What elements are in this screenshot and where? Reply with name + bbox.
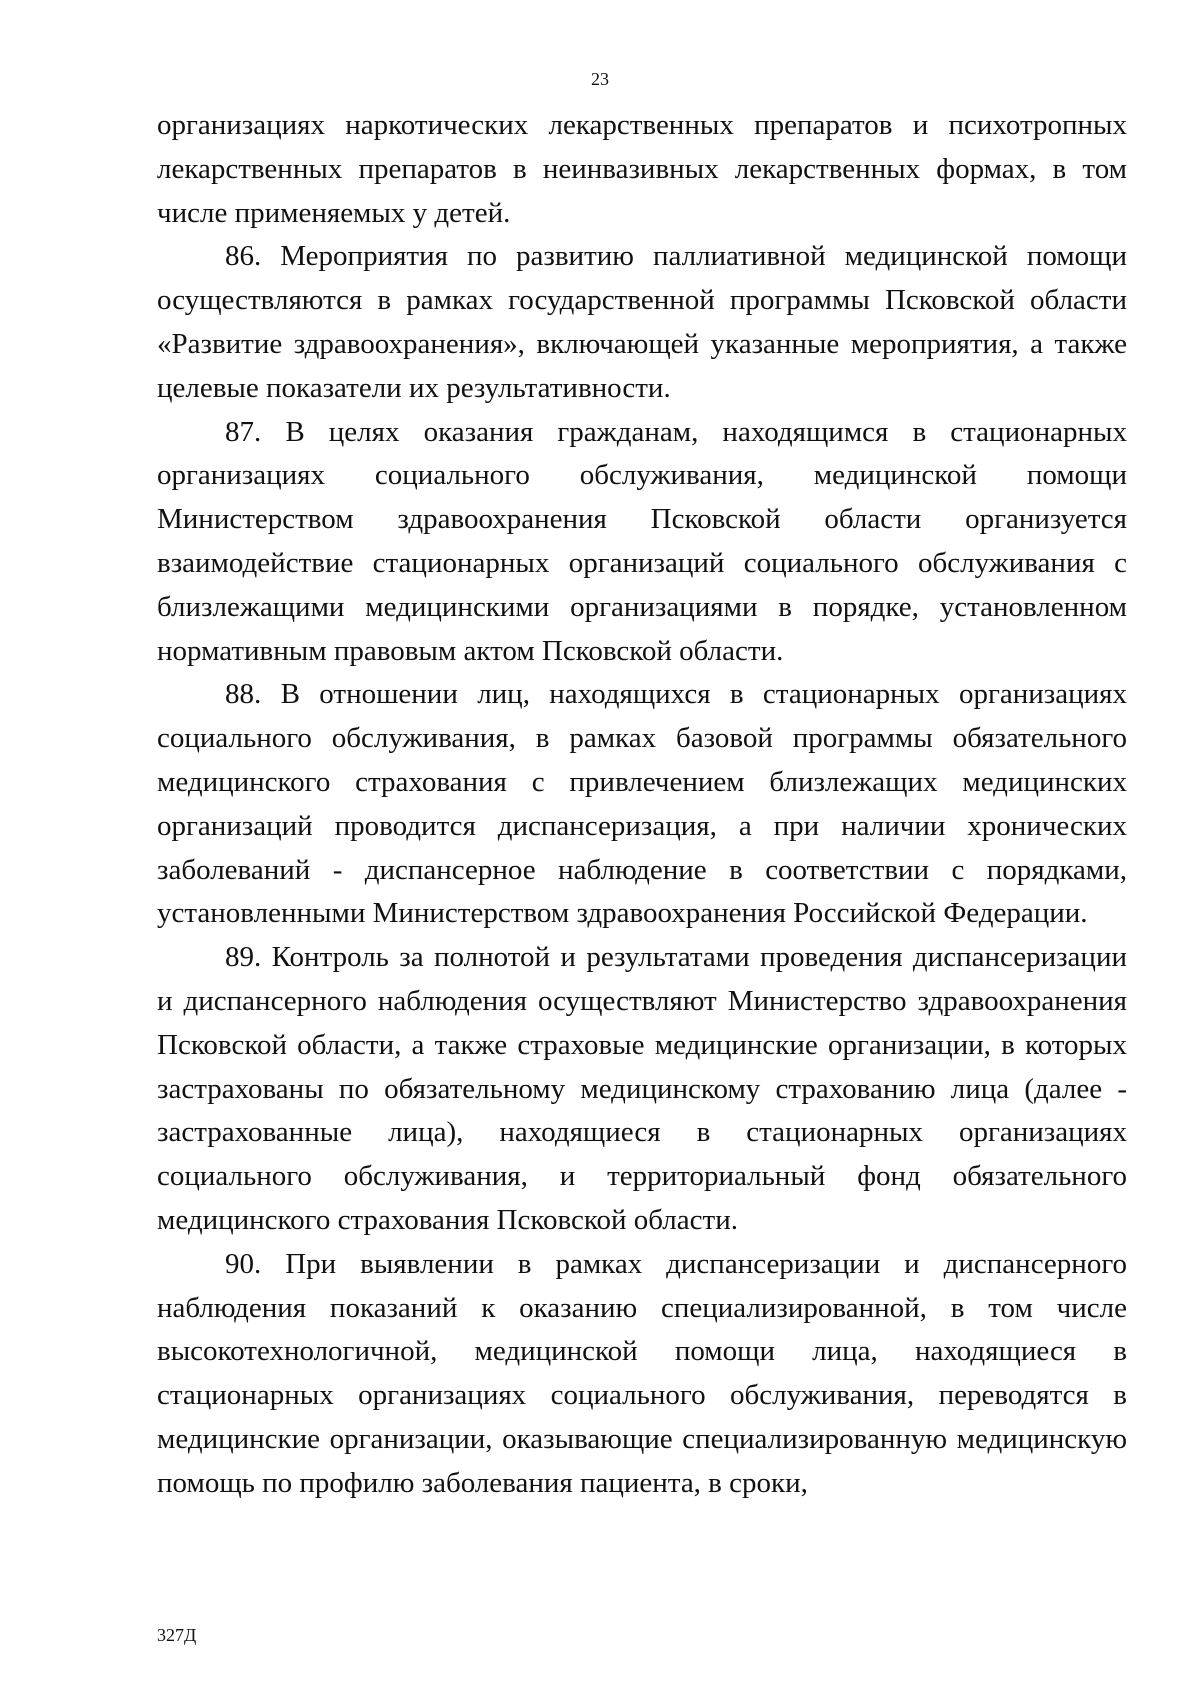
document-body [157, 104, 1127, 1506]
paragraph-87: 87. В целях оказания гражданам, находящимся в стационарных организациях социального обслуживания, медицинской помощи Министерством здравоохранения Псковской области организуется взаимодействие стационарных организаций социального обслуживания с близлежащими медицинскими организациями в порядке, установленном нормативным правовым актом Псковской области. [157, 415, 1127, 667]
page-number: 23 [591, 69, 609, 89]
paragraph-89: 89. Контроль за полнотой и результатами проведения диспансеризации и диспансерного наблюдения осуществляют Министерство здравоохранения Псковской области, а также страховые медицинские организации, в которых застрахованы по обязательному медицинскому страхованию лица (далее - застрахованные лица), находящиеся в стационарных организациях социального обслуживания, и территориальный фонд обязательного медицинского страхования Псковской области. [157, 941, 1127, 1236]
paragraph-86: 86. Мероприятия по развитию паллиативной медицинской помощи осуществляются в рамках государственной программы Псковской области «Развитие здравоохранения», включающей указанные мероприятия, а также целевые показатели их результативности. [157, 240, 1127, 404]
paragraph-continuation: организациях наркотических лекарственных препаратов и психотропных лекарственных препаратов в неинвазивных лекарственных формах, в том числе применяемых у детей. [157, 109, 1127, 229]
paragraph-88: 88. В отношении лиц, находящихся в стационарных организациях социального обслуживания, в рамках базовой программы обязательного медицинского страхования с привлечением близлежащих медицинских организаций проводится диспансеризация, а при наличии хронических заболеваний - диспансерное наблюдение в соответствии с порядками, установленными Министерством здравоохранения Российской Федерации. [157, 678, 1127, 930]
document-code: 327Д [157, 1625, 197, 1645]
paragraph-90: 90. При выявлении в рамках диспансеризации и диспансерного наблюдения показаний к оказанию специализированной, в том числе высокотехнологичной, медицинской помощи лица, находящиеся в стационарных организациях социального обслуживания, переводятся в медицинские организации, оказывающие специализированную медицинскую помощь по профилю заболевания пациента, в сроки, [157, 1247, 1127, 1499]
